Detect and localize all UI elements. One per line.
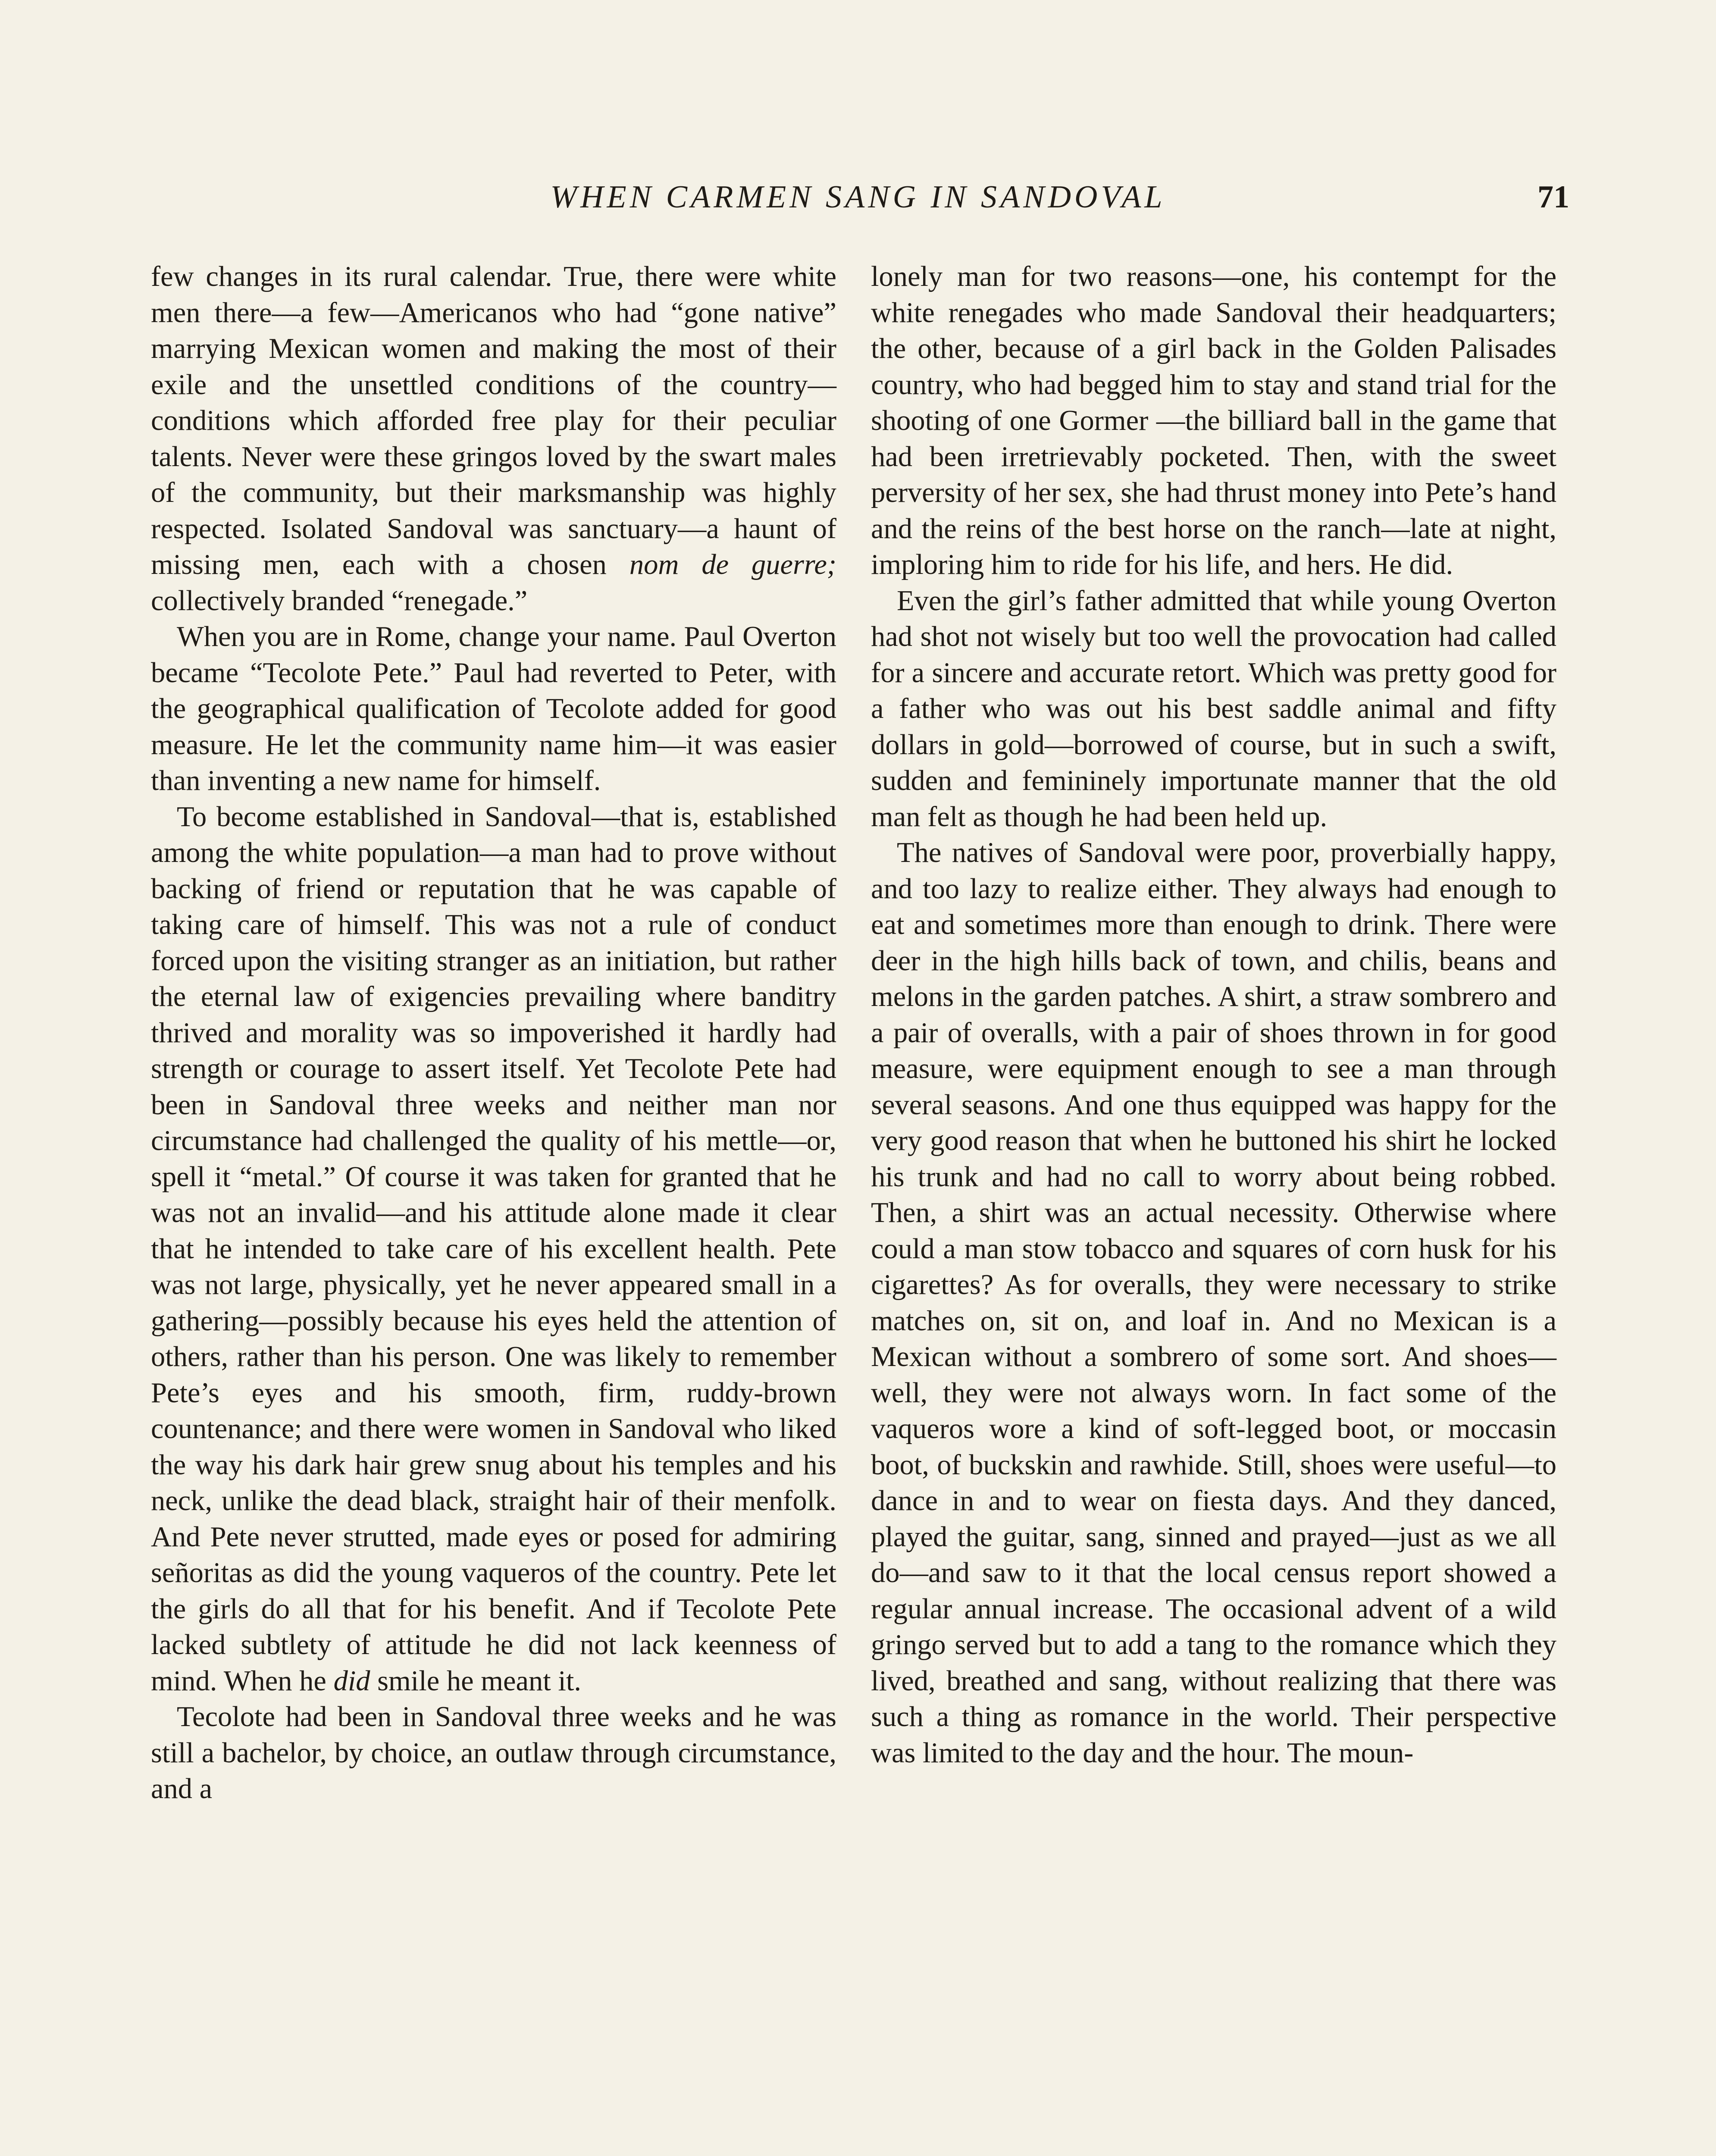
paragraph: The natives of Sandoval were poor, proverbially happy, and too lazy to realize either. They always had enough to eat and sometimes more than enough to drink. There were deer in the high hills back of town, and chilis, beans and melons in the garden patches. A shirt, a straw sombrero and a pair of overalls, with a pair of shoes thrown in for good measure, were equipment enough to see a man through several seasons. And one thus equipped was happy for the very good reason that when he buttoned his shirt he locked his trunk and had no call to worry about being robbed. Then, a shirt was an actual necessity. Otherwise where could a man stow tobacco and squares of corn husk for his cigarettes? As for overalls, they were necessary to strike matches on, sit on, and loaf in. And no Mexican is a Mexican without a sombrero of some sort. And shoes—well, they were not always worn. In fact some of the vaqueros wore a kind of soft-legged boot, or moccasin boot, of buckskin and rawhide. Still, shoes were useful—to dance in and to wear on fiesta days. And they danced, played the guitar, sang, sinned and prayed—just as we all do—and saw to it that the local census report showed a regular annual increase. The occasional advent of a wild gringo served but to add a tang to the romance which they lived, breathed and sang, without realizing that there was such a thing as romance in the world. Their perspective was limited to the day and the hour. The moun-	[871, 837, 1556, 1769]
paragraph: When you are in Rome, change your name. Paul Overton became “Tecolote Pete.” Paul had reverted to Peter, with the geographical qualification of Tecolote added for good measure. He let the community name him—it was easier than inventing a new name for himself.	[151, 621, 836, 796]
right-column	[871, 259, 1556, 1771]
italic-phrase: nom de guerre;	[629, 549, 836, 580]
running-title: WHEN CARMEN SANG IN SANDOVAL	[550, 179, 1166, 215]
paragraph: Even the girl’s father admitted that while young Overton had shot not wisely but too well the provocation had called for a sincere and accurate retort. Which was pretty good for a father who was out his best saddle animal and fifty dollars in gold—borrowed of course, but in such a swift, sudden and femininely importunate manner that the old man felt as though he had been held up.	[871, 585, 1556, 833]
page-header	[147, 179, 1569, 226]
paragraph-text: collectively branded “renegade.”	[151, 585, 528, 617]
paragraph-text: smile he meant it.	[370, 1665, 581, 1697]
paragraph-text: To become established in Sandoval—that is, established among the white population—a man had to prove without backing of friend or reputation that he was capable of taking care of himself. This was not a rule of conduct forced upon the visiting stranger as an initiation, but rather the eternal law of exigencies prevailing where banditry thrived and morality was so impoverished it hardly had strength or courage to assert itself. Yet Tecolote Pete had been in Sandoval three weeks and neither man nor circumstance had challenged the quality of his mettle—or, spell it “metal.” Of course it was taken for granted that he was not an invalid—and his attitude alone made it clear that he intended to take care of his excellent health. Pete was not large, physically, yet he never appeared small in a gathering—possibly because his eyes held the attention of others, rather than his person. One was likely to remember Pete’s eyes and his smooth, firm, ruddy-brown countenance; and there were women in Sandoval who liked the way his dark hair grew snug about his temples and his neck, unlike the dead black, straight hair of their menfolk. And Pete never strutted, made eyes or posed for admiring señoritas as did the young vaqueros of the country. Pete let the girls do all that for his benefit. And if Tecolote Pete lacked subtlety of attitude he did not lack keenness of mind. When he	[151, 801, 836, 1697]
paragraph	[151, 799, 836, 1699]
italic-word: did	[333, 1665, 370, 1697]
page-number: 71	[1538, 179, 1569, 215]
paragraph	[151, 259, 836, 619]
left-column	[151, 259, 836, 1807]
paragraph-text: few changes in its rural calendar. True, there were white men there—a few—Americanos who had “gone native” marrying Mexican women and making the most of their exile and the unsettled conditions of the country—conditions which afforded free play for their peculiar talents. Never were these gringos loved by the swart males of the community, but their marksmanship was highly respected. Isolated Sandoval was sanctuary—a haunt of missing men, each with a chosen	[151, 261, 836, 580]
paragraph: Tecolote had been in Sandoval three weeks and he was still a bachelor, by choice, an outlaw through circumstance, and a	[151, 1701, 836, 1805]
paragraph: lonely man for two reasons—one, his contempt for the white renegades who made Sandoval their headquarters; the other, because of a girl back in the Golden Palisades country, who had begged him to stay and stand trial for the shooting of one Gormer —the billiard ball in the game that had been irretrievably pocketed. Then, with the sweet perversity of her sex, she had thrust money into Pete’s hand and the reins of the best horse on the ranch—late at night, imploring him to ride for his life, and hers. He did.	[871, 261, 1556, 580]
